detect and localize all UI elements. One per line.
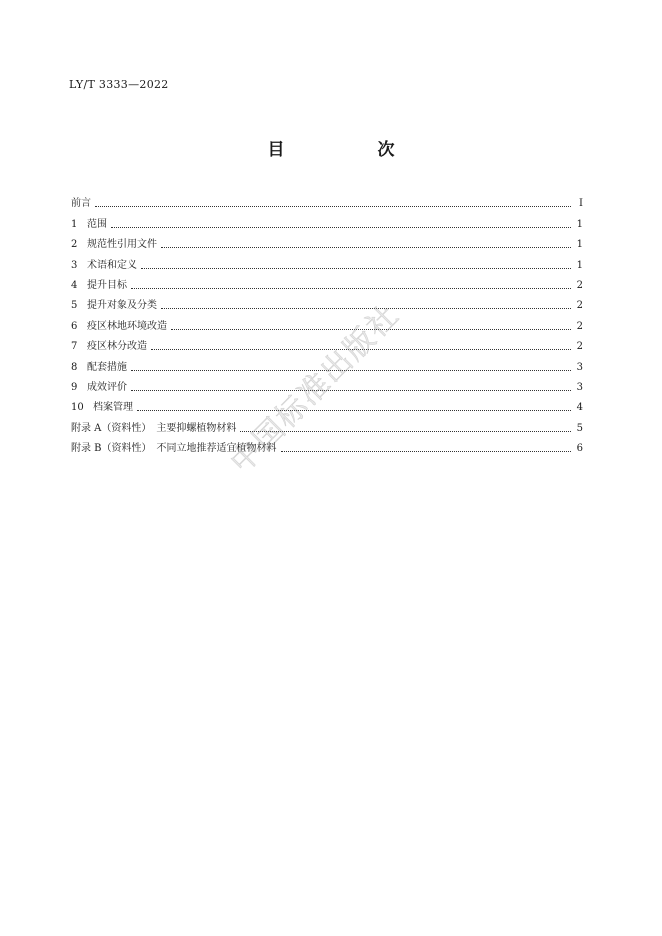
toc-entry-page: 1 [576,218,583,230]
toc-entry-text [71,401,133,414]
toc-entry[interactable] [71,435,583,455]
watermark: 中国标准出版社 [223,297,407,481]
toc-entry-text [71,340,147,353]
toc-leader-dots [131,390,571,391]
toc-entry-text [71,299,157,312]
toc-entry-label: 疫区林地环境改造 [87,320,167,332]
toc-entry-page: 4 [576,402,583,414]
toc-leader-dots [95,206,571,207]
toc-entry-text [71,279,127,292]
toc-entry[interactable] [71,231,583,251]
toc-entry[interactable] [71,272,583,292]
toc-entry-label: 范围 [87,218,107,230]
toc-entry-number: 2 [71,239,78,251]
toc-leader-dots [131,288,571,289]
toc-entry-number: 1 [71,218,78,230]
toc-entry-label: 规范性引用文件 [87,239,157,251]
toc-entry-text [71,320,167,333]
toc-leader-dots [137,410,571,411]
toc-entry-label: 成效评价 [87,381,127,393]
toc-entry-text [71,238,157,251]
toc-entry-number: 10 [71,402,84,414]
toc-entry-label: 附录 A（资料性） 主要抑螺植物材料 [71,422,237,434]
toc-entry-page: 3 [576,381,583,393]
toc-entry-text [71,197,91,210]
toc-entry[interactable] [71,312,583,332]
toc-entry-number: 3 [71,259,78,271]
toc-entry-number: 4 [71,279,78,291]
toc-entry-page: 1 [576,259,583,271]
toc-entry-number: 6 [71,320,78,332]
toc-leader-dots [111,227,571,228]
toc-entry-text [71,381,127,394]
toc-entry-text [71,361,127,374]
toc-entry[interactable] [71,414,583,434]
toc-entry-label: 提升目标 [87,279,127,291]
toc-entry-label: 附录 B（资料性） 不同立地推荐适宜植物材料 [71,443,277,455]
toc-entry-page: 2 [576,320,583,332]
toc-leader-dots [281,451,571,452]
toc-entry-page: 1 [576,239,583,251]
toc-leader-dots [141,268,571,269]
standard-code: LY/T 3333—2022 [69,78,169,91]
toc-entry-text [71,259,137,272]
toc-entry-number: 5 [71,300,78,312]
page-title: 目 次 [267,140,433,160]
toc-entry-page: 6 [576,443,583,455]
toc-entry-page: I [579,198,583,210]
toc-entry-page: 2 [576,279,583,291]
toc-entry-number: 8 [71,361,78,373]
toc-entry-label: 配套措施 [87,361,127,373]
toc-entry-label: 术语和定义 [87,259,137,271]
toc-entry-text [71,218,107,231]
toc-entry-number: 7 [71,341,78,353]
table-of-contents [71,190,583,455]
toc-entry-page: 5 [576,422,583,434]
toc-entry[interactable] [71,251,583,271]
toc-entry[interactable] [71,190,583,210]
toc-entry-label: 前言 [71,198,91,210]
toc-entry-page: 2 [576,300,583,312]
toc-entry-label: 疫区林分改造 [87,341,147,353]
toc-entry-page: 2 [576,341,583,353]
toc-entry-page: 3 [576,361,583,373]
toc-entry-label: 提升对象及分类 [87,300,157,312]
toc-leader-dots [161,247,571,248]
toc-entry[interactable] [71,210,583,230]
toc-entry[interactable] [71,292,583,312]
toc-entry-label: 档案管理 [93,402,133,414]
toc-entry-number: 9 [71,381,78,393]
toc-entry-text [71,422,236,435]
